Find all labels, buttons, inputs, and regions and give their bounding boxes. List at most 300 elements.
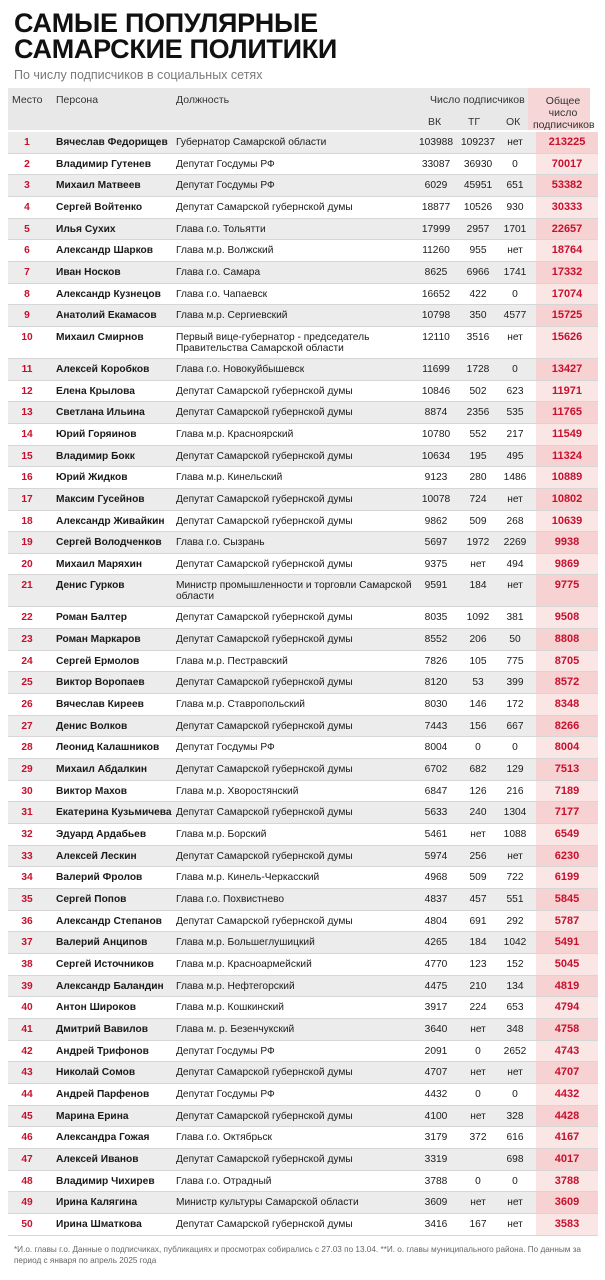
total-cell: 22657 [551, 222, 583, 235]
tg-cell: 0 [475, 742, 481, 754]
table-row [8, 716, 598, 738]
total-cell: 4167 [554, 1131, 580, 1144]
person-cell: Денис Волков [56, 720, 128, 732]
vk-cell: 3917 [424, 1002, 448, 1014]
total-cell: 3788 [554, 1174, 580, 1187]
total-cell: 4017 [554, 1152, 580, 1165]
total-cell: 6230 [554, 849, 580, 862]
ok-cell: 0 [512, 1175, 518, 1187]
ok-cell: 0 [512, 288, 518, 300]
ok-cell: 381 [506, 612, 524, 624]
tg-cell: 724 [469, 493, 487, 505]
vk-cell: 4475 [424, 980, 448, 992]
vk-cell: 8874 [424, 407, 448, 419]
table-row [8, 889, 598, 911]
vk-cell: 6029 [424, 180, 448, 192]
rank-cell: 39 [21, 980, 33, 992]
total-cell: 9938 [554, 536, 580, 549]
position-cell [176, 656, 416, 667]
rank-cell: 31 [21, 807, 33, 819]
person-cell: Роман Маркаров [56, 634, 141, 646]
tg-cell: 682 [469, 764, 487, 776]
position-line-1: Глава г.о. Октябрьск [176, 1132, 273, 1144]
position-line-1: Глава м.р. Красноармейский [176, 958, 312, 970]
position-cell [176, 267, 416, 278]
total-cell: 9775 [554, 579, 580, 592]
position-line-1: Губернатор Самарской области [176, 137, 327, 148]
position-cell [176, 829, 416, 840]
vk-cell: 10846 [421, 385, 451, 397]
rank-cell: 32 [21, 829, 33, 841]
rank-cell: 42 [21, 1045, 33, 1057]
ok-cell: нет [507, 245, 523, 257]
tg-cell: нет [470, 558, 486, 570]
vk-cell: 16652 [421, 288, 451, 300]
tg-cell: 422 [469, 288, 487, 300]
vk-cell: 3179 [424, 1132, 448, 1144]
person-cell: Андрей Парфенов [56, 1088, 150, 1100]
rank-cell: 28 [21, 742, 33, 754]
vk-cell: 7826 [424, 655, 448, 667]
total-cell: 7513 [554, 763, 580, 776]
table-row [8, 219, 598, 241]
rank-cell: 22 [21, 612, 33, 624]
ok-cell: нет [507, 137, 523, 148]
ok-cell: 698 [506, 1153, 524, 1165]
vk-cell: 4432 [424, 1088, 448, 1100]
vk-cell: 11260 [422, 245, 450, 257]
total-cell: 9869 [554, 557, 580, 570]
rank-cell: 14 [21, 428, 33, 440]
position-cell [176, 894, 416, 905]
total-cell: 4794 [554, 1001, 580, 1014]
vk-cell: 8552 [424, 634, 448, 646]
position-cell [176, 764, 416, 775]
position-cell [176, 872, 416, 883]
table-row [8, 402, 598, 424]
total-cell: 17074 [551, 287, 583, 300]
header-rank: Место [12, 94, 43, 106]
vk-cell: 10078 [421, 493, 451, 505]
page-title [14, 10, 337, 62]
table-row [8, 424, 598, 446]
position-line-1: Глава м.р. Красноярский [176, 428, 294, 440]
position-cell [176, 159, 416, 170]
vk-cell: 4100 [424, 1110, 448, 1122]
position-cell [176, 851, 416, 862]
header-total-line-2: подписчиков [533, 119, 595, 131]
table-row [8, 1106, 598, 1128]
person-cell: Николай Сомов [56, 1067, 136, 1079]
ok-cell: 1042 [503, 937, 527, 949]
position-line-1: Глава г.о. Новокуйбышевск [176, 363, 305, 375]
position-cell [176, 634, 416, 645]
person-cell: Сергей Источников [56, 958, 154, 970]
position-line-1: Глава г.о. Похвистнево [176, 894, 285, 905]
person-cell: Дмитрий Вавилов [56, 1023, 148, 1035]
ok-cell: нет [507, 331, 523, 343]
table-row [8, 911, 598, 933]
table-row [8, 1171, 598, 1193]
total-cell: 7189 [554, 784, 580, 797]
position-line-1: Депутат Самарской губернской думы [176, 407, 353, 419]
total-cell: 15725 [551, 309, 583, 322]
rank-cell: 5 [24, 223, 30, 235]
total-cell: 5045 [554, 957, 580, 970]
rank-cell: 25 [21, 677, 33, 689]
table-row [8, 629, 598, 651]
tg-cell: 240 [469, 807, 487, 819]
rank-cell: 30 [21, 785, 33, 797]
table-row [8, 554, 598, 576]
ok-cell: 217 [506, 428, 524, 440]
rank-cell: 38 [21, 958, 33, 970]
position-line-1: Глава м.р. Сергиевский [176, 310, 288, 322]
rank-cell: 7 [24, 266, 30, 278]
vk-cell: 33087 [421, 158, 451, 170]
tg-cell: 2356 [466, 407, 490, 419]
person-cell: Андрей Трифонов [56, 1045, 149, 1057]
position-cell [176, 537, 416, 548]
vk-cell: 8120 [424, 677, 448, 689]
total-cell: 11765 [552, 406, 582, 419]
tg-cell: 224 [469, 1002, 487, 1014]
person-cell: Иван Носков [56, 266, 121, 278]
tg-cell: 0 [475, 1088, 481, 1100]
vk-cell: 9123 [424, 472, 448, 484]
ok-cell: 930 [506, 201, 524, 213]
person-cell: Сергей Войтенко [56, 201, 143, 213]
total-cell: 10802 [551, 492, 583, 505]
ok-cell: 328 [506, 1110, 524, 1122]
vk-cell: 5461 [424, 829, 448, 841]
position-cell [176, 386, 416, 397]
total-cell: 8572 [554, 676, 580, 689]
tg-cell: нет [470, 1023, 486, 1035]
person-cell: Леонид Калашников [56, 742, 160, 754]
person-cell: Максим Гусейнов [56, 493, 145, 505]
rank-cell: 1 [24, 137, 30, 148]
table-row [8, 327, 598, 359]
position-line-1: Министр культуры Самарской области [176, 1197, 359, 1209]
table-row [8, 154, 598, 176]
ok-cell: 616 [506, 1132, 524, 1144]
vk-cell: 3416 [424, 1218, 448, 1230]
position-cell [176, 137, 416, 148]
vk-cell: 9375 [424, 558, 448, 570]
tg-cell: 210 [469, 980, 487, 992]
person-cell: Екатерина Кузьмичева [56, 807, 172, 819]
tg-cell: 1728 [466, 363, 490, 375]
tg-cell: 0 [475, 1175, 481, 1187]
tg-cell: 2957 [466, 223, 490, 235]
position-line-1: Глава м.р. Хворостянский [176, 785, 299, 797]
tg-cell: 350 [469, 310, 487, 322]
vk-cell: 9591 [424, 580, 448, 592]
tg-cell: 372 [469, 1132, 487, 1144]
position-line-1: Депутат Самарской губернской думы [176, 558, 353, 570]
position-cell [176, 721, 416, 732]
tg-cell: 256 [469, 850, 487, 862]
position-cell [176, 1002, 416, 1013]
person-cell: Сергей Ермолов [56, 655, 140, 667]
table-row [8, 1041, 598, 1063]
tg-cell: 955 [469, 245, 487, 257]
rank-cell: 26 [21, 699, 33, 711]
header-total [533, 95, 593, 131]
position-cell [176, 1024, 416, 1035]
rank-cell: 50 [21, 1218, 33, 1230]
person-cell: Вячеслав Киреев [56, 699, 144, 711]
rank-cell: 4 [24, 201, 30, 213]
title-line-1: САМЫЕ ПОПУЛЯРНЫЕ [14, 8, 318, 38]
person-cell: Михаил Абдалкин [56, 764, 148, 776]
rank-cell: 12 [21, 385, 33, 397]
table-row [8, 240, 598, 262]
ok-cell: 348 [506, 1023, 524, 1035]
ok-cell: 399 [506, 677, 524, 689]
position-cell [176, 1154, 416, 1165]
vk-cell: 10780 [421, 428, 451, 440]
ok-cell: 172 [506, 699, 524, 711]
tg-cell: 167 [469, 1218, 487, 1230]
tg-cell: 156 [469, 720, 487, 732]
person-cell: Владимир Чихирев [56, 1175, 155, 1187]
vk-cell: 4968 [424, 872, 448, 884]
table-row [8, 446, 598, 468]
rank-cell: 34 [21, 872, 33, 884]
ok-cell: 1486 [503, 472, 527, 484]
position-cell [176, 364, 416, 375]
person-cell: Александр Шарков [56, 245, 154, 257]
table-row [8, 802, 598, 824]
rank-cell: 23 [21, 634, 33, 646]
table-row [8, 1127, 598, 1149]
position-cell [176, 332, 416, 354]
row-separator [8, 1235, 598, 1236]
ok-cell: 216 [506, 785, 524, 797]
table-row [8, 997, 598, 1019]
rank-cell: 15 [21, 450, 33, 462]
person-cell: Марина Ерина [56, 1110, 129, 1122]
person-cell: Елена Крылова [56, 385, 135, 397]
tg-cell: 53 [472, 677, 484, 689]
person-cell: Анатолий Екамасов [56, 310, 157, 322]
position-line-1: Депутат Самарской губернской думы [176, 850, 353, 862]
person-cell: Михаил Смирнов [56, 331, 144, 343]
vk-cell: 10634 [421, 450, 451, 462]
table-row [8, 1019, 598, 1041]
position-cell [176, 1089, 416, 1100]
position-cell [176, 742, 416, 753]
table-row [8, 846, 598, 868]
tg-cell: нет [470, 1067, 486, 1079]
ok-cell: 535 [506, 407, 524, 419]
rank-cell: 16 [21, 472, 33, 484]
position-cell [176, 807, 416, 818]
table-row [8, 1192, 598, 1214]
rank-cell: 29 [21, 764, 33, 776]
header-position: Должность [176, 94, 230, 106]
vk-cell: 11699 [422, 363, 450, 375]
table-row [8, 737, 598, 759]
person-cell: Юрий Горяинов [56, 428, 137, 440]
total-cell: 8348 [554, 698, 580, 711]
rank-cell: 13 [21, 407, 33, 419]
rank-cell: 46 [21, 1132, 33, 1144]
person-cell: Илья Сухих [56, 223, 116, 235]
header-ok: ОК [506, 116, 521, 128]
total-cell: 3583 [554, 1217, 580, 1230]
person-cell: Алексей Иванов [56, 1153, 139, 1165]
position-line-1: Депутат Самарской губернской думы [176, 677, 353, 689]
position-cell [176, 612, 416, 623]
total-cell: 10639 [551, 514, 583, 527]
position-cell [176, 310, 416, 321]
ok-cell: 292 [506, 915, 524, 927]
position-cell [176, 937, 416, 948]
position-line-1: Депутат Самарской губернской думы [176, 493, 353, 505]
vk-cell: 3319 [424, 1153, 448, 1165]
rank-cell: 9 [24, 310, 30, 322]
position-line-1: Депутат Госдумы РФ [176, 158, 275, 170]
rank-cell: 33 [21, 850, 33, 862]
ok-cell: 129 [506, 764, 524, 776]
table-row [8, 359, 598, 381]
ok-cell: 152 [506, 958, 524, 970]
position-line-1: Депутат Госдумы РФ [176, 742, 275, 754]
position-line-1: Депутат Госдумы РФ [176, 1045, 275, 1057]
rank-cell: 36 [21, 915, 33, 927]
total-cell: 70017 [551, 157, 583, 170]
title-line-2: САМАРСКИЕ ПОЛИТИКИ [14, 34, 338, 64]
ok-cell: нет [507, 850, 523, 862]
table-row [8, 489, 598, 511]
position-cell [176, 1132, 416, 1143]
position-cell [176, 1219, 416, 1230]
position-cell [176, 580, 416, 602]
rank-cell: 17 [21, 493, 33, 505]
table-row [8, 759, 598, 781]
header-total-line-1: Общее число [545, 95, 581, 119]
person-cell: Светлана Ильина [56, 407, 145, 419]
position-cell [176, 1176, 416, 1187]
tg-cell: нет [470, 1110, 486, 1122]
person-cell: Александр Кузнецов [56, 288, 161, 300]
header-tg: ТГ [468, 116, 481, 128]
rank-cell: 24 [21, 655, 33, 667]
ok-cell: 775 [506, 655, 524, 667]
ok-cell: 1088 [503, 829, 527, 841]
table-row [8, 532, 598, 554]
tg-cell: 509 [469, 515, 487, 527]
position-line-1: Глава м.р. Кинель-Черкасский [176, 872, 320, 884]
ok-cell: 1304 [503, 807, 527, 819]
position-line-1: Глава м.р. Пестравский [176, 655, 288, 667]
tg-cell: 184 [469, 937, 487, 949]
position-cell [176, 916, 416, 927]
position-line-1: Депутат Самарской губернской думы [176, 764, 353, 776]
total-cell: 4707 [554, 1066, 580, 1079]
person-cell: Роман Балтер [56, 612, 128, 624]
position-line-1: Глава м.р. Волжский [176, 245, 274, 257]
rank-cell: 41 [21, 1023, 33, 1035]
tg-cell: 1092 [466, 612, 490, 624]
ok-cell: 50 [509, 634, 521, 646]
table-row [8, 694, 598, 716]
total-cell: 5787 [554, 914, 580, 927]
person-cell: Валерий Анциnов [56, 937, 148, 949]
table-row [8, 575, 598, 607]
vk-cell: 18877 [421, 201, 451, 213]
rank-cell: 8 [24, 288, 30, 300]
total-cell: 17332 [551, 265, 583, 278]
person-cell: Михаил Маряхин [56, 558, 143, 570]
person-cell: Сергей Попов [56, 894, 127, 905]
person-cell: Виктор Воропаев [56, 677, 145, 689]
person-cell: Владимир Гутенев [56, 158, 151, 170]
vk-cell: 4707 [424, 1067, 448, 1079]
position-cell [176, 224, 416, 235]
table-row [8, 381, 598, 403]
tg-cell: 3516 [466, 331, 490, 343]
total-cell: 11324 [552, 449, 582, 462]
table-row [8, 284, 598, 306]
position-line-1: Депутат Самарской губернской думы [176, 450, 353, 462]
person-cell: Александр Баландин [56, 980, 164, 992]
person-cell: Алексей Коробков [56, 363, 150, 375]
footnote: *И.о. главы г.о. Данные о подписчиках, публикациях и просмотрах собирались с 27.03 по 13.04. **И. о. главы муниципального района. По данным за период с января по апрель 2025 года [14, 1245, 581, 1265]
header-person: Персона [56, 94, 99, 106]
position-cell [176, 786, 416, 797]
ok-cell: 0 [512, 158, 518, 170]
position-line-1: Глава г.о. Самара [176, 266, 261, 278]
rank-cell: 47 [21, 1153, 33, 1165]
table-row [8, 1084, 598, 1106]
vk-cell: 4804 [424, 915, 448, 927]
rank-cell: 18 [21, 515, 33, 527]
rank-cell: 10 [21, 331, 33, 343]
tg-cell: 184 [469, 580, 487, 592]
position-line-1: Глава г.о. Чапаевск [176, 288, 268, 300]
vk-cell: 6847 [424, 785, 448, 797]
tg-cell: 109237 [461, 137, 495, 148]
tg-cell: 123 [469, 958, 487, 970]
position-line-1: Депутат Госдумы РФ [176, 1088, 275, 1100]
position-cell [176, 677, 416, 688]
table-row [8, 175, 598, 197]
ok-cell: нет [507, 1218, 523, 1230]
vk-cell: 4837 [424, 894, 448, 905]
position-line-1: Глава м.р. Ставропольский [176, 699, 305, 711]
vk-cell: 9862 [424, 515, 448, 527]
person-cell: Юрий Жидков [56, 472, 128, 484]
total-cell: 6549 [554, 828, 580, 841]
table-row [8, 262, 598, 284]
position-line-1: Первый вице-губернатор - председатель [176, 331, 370, 343]
position-cell [176, 451, 416, 462]
ok-cell: 4577 [503, 310, 527, 322]
ok-cell: нет [507, 1197, 523, 1209]
header-vk: ВК [428, 116, 442, 128]
person-cell: Михаил Матвеев [56, 180, 141, 192]
vk-cell: 103988 [419, 137, 453, 148]
table-row [8, 607, 598, 629]
ok-cell: 494 [506, 558, 524, 570]
vk-cell: 5974 [424, 850, 448, 862]
position-cell [176, 699, 416, 710]
rank-cell: 40 [21, 1002, 33, 1014]
